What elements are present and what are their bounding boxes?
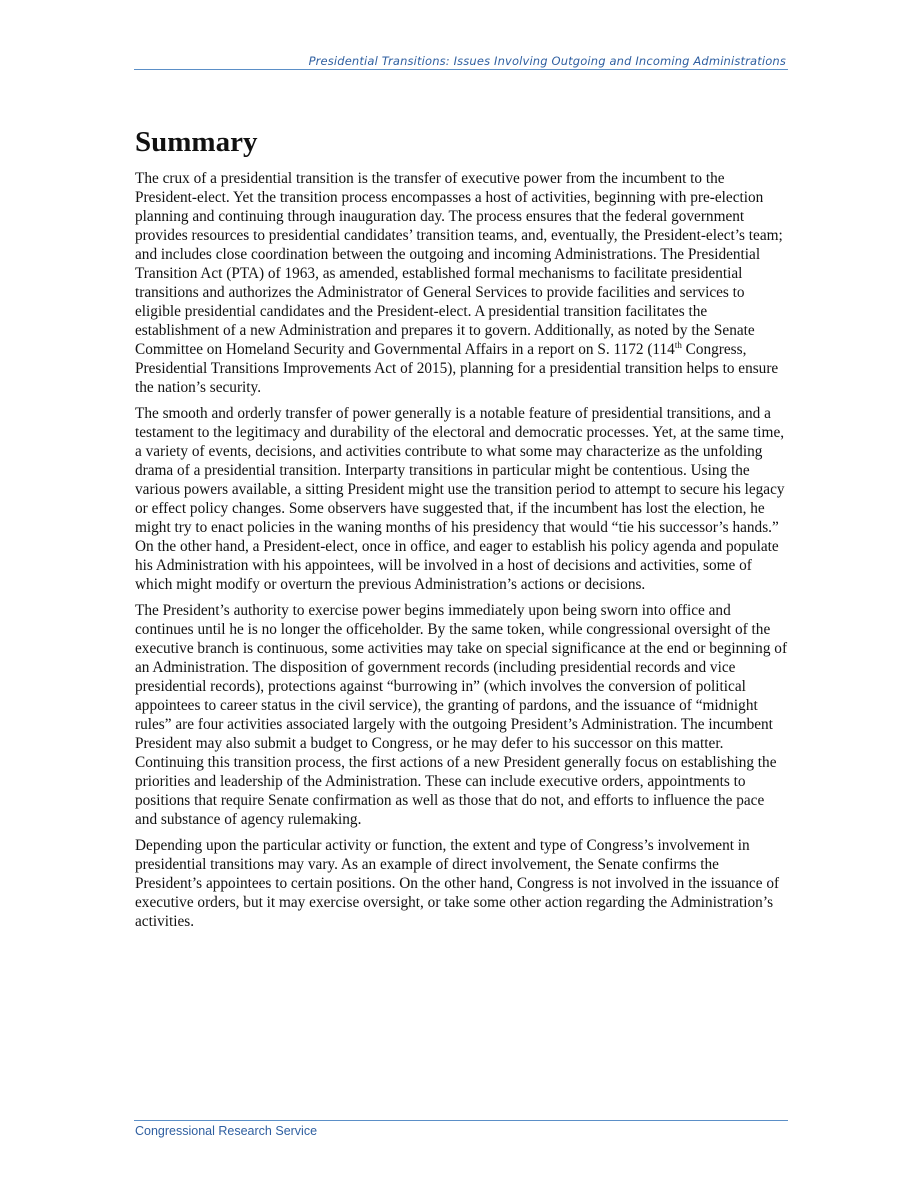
section-heading: Summary — [135, 126, 258, 158]
running-header — [134, 54, 788, 70]
paragraph-1 — [135, 169, 789, 397]
summary-section — [135, 124, 789, 938]
paragraph-1-text-a: The crux of a presidential transition is the transfer of executive power from the incumbent to the President-elect. Yet the transition process encompasses a host of activities, beginning with pre-election planning and continuing through inauguration day. The process ensures that the federal government provides resources to presidential candidates’ transition teams, and, eventually, the President-elect’s team; and includes close coordination between the outgoing and incoming Administrations. The Presidential Transition Act (PTA) of 1963, as amended, established formal mechanisms to facilitate presidential transitions and authorizes the Administrator of General Services to provide facilities and services to eligible presidential candidates and the President-elect. A presidential transition facilitates the establishment of a new Administration and prepares it to govern. Additionally, as noted by the Senate Committee on Homeland Security and Governmental Affairs in a report on S. 1172 (114 — [135, 170, 783, 358]
page-footer — [134, 1120, 788, 1138]
paragraph-3: The President’s authority to exercise power begins immediately upon being sworn into office and continues until he is no longer the officeholder. By the same token, while congressional oversight of the executive branch is continuous, some activities may take on special significance at the end or beginning of an Administration. The disposition of government records (including presidential records and vice presidential records), protections against “burrowing in” (which involves the conversion of political appointees to career status in the civil service), the granting of pardons, and the issuance of “midnight rules” are four activities associated largely with the outgoing President’s Administration. The incumbent President may also submit a budget to Congress, or he may defer to his successor on this matter. Continuing this transition process, the first actions of a new President generally focus on establishing the priorities and leadership of the Administration. These can include executive orders, appointments to positions that require Senate confirmation as well as those that do not, and efforts to influence the pace and substance of agency rulemaking. — [135, 602, 788, 828]
paragraph-4: Depending upon the particular activity or function, the extent and type of Congress’s involvement in presidential transitions may vary. As an example of direct involvement, the Senate confirms the President’s appointees to certain positions. On the other hand, Congress is not involved in the issuance of executive orders, but it may exercise oversight, or take some other action regarding the Administration’s activities. — [135, 837, 780, 930]
paragraph-1-text-b: Congress, Presidential Transitions Improvements Act of 2015), planning for a presidential transition helps to ensure the nation’s security. — [135, 341, 779, 396]
paragraph-2: The smooth and orderly transfer of power generally is a notable feature of presidential transitions, and a testament to the legitimacy and durability of the electoral and democratic processes. Yet, at the same time, a variety of events, decisions, and activities contribute to what some may characterize as the unfolding drama of a presidential transition. Interparty transitions in particular might be contentious. Using the various powers available, a sitting President might use the transition period to attempt to secure his legacy or effect policy changes. Some observers have suggested that, if the incumbent has lost the election, he might try to enact policies in the waning months of his presidency that would “tie his successor’s hands.” On the other hand, a President-elect, once in office, and eager to establish his policy agenda and populate his Administration with his appointees, will be involved in a host of decisions and activities, some of which might modify or overturn the previous Administration’s actions or decisions. — [135, 405, 785, 593]
ordinal-superscript: th — [674, 339, 682, 350]
footer-source: Congressional Research Service — [135, 1124, 318, 1138]
running-header-title: Presidential Transitions: Issues Involving Outgoing and Incoming Administrations — [308, 54, 786, 68]
